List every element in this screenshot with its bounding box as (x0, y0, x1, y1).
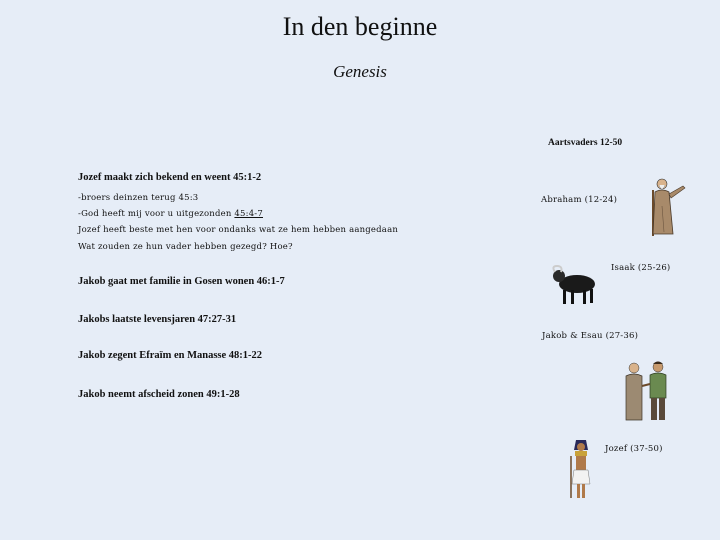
ancestors-label: Aartsvaders 12-50 (548, 138, 623, 148)
two-brothers-icon (620, 358, 674, 424)
robed-man-with-staff-icon (645, 176, 691, 238)
patriarch-label-isaak: Isaak (25-26) (611, 263, 671, 273)
page-subtitle: Genesis (333, 62, 387, 81)
section-heading-4: Jakob zegent Efraïm en Manasse 48:1-22 (78, 350, 263, 361)
detail-line-4: Wat zouden ze hun vader hebben gezegd? Hoe? (78, 242, 293, 252)
section-heading-5: Jakob neemt afscheid zonen 49:1-28 (78, 389, 240, 400)
ram-icon (549, 262, 599, 306)
section-heading-2: Jakob gaat met familie in Gosen wonen 46:1-7 (78, 276, 285, 287)
page-title: In den beginne (282, 12, 438, 41)
detail-line-3: Jozef heeft beste met hen voor ondanks wat ze hem hebben aangedaan (78, 225, 399, 235)
detail-line-2-reference: 45:4-7 (234, 209, 263, 219)
egyptian-figure-icon (566, 438, 596, 500)
section-heading-1: Jozef maakt zich bekend en weent 45:1-2 (78, 172, 262, 183)
section-heading-3: Jakobs laatste levensjaren 47:27-31 (78, 314, 237, 325)
detail-line-1: -broers deinzen terug 45:3 (78, 193, 199, 203)
patriarch-label-jozef: Jozef (37-50) (605, 444, 663, 454)
detail-line-2-text: -God heeft mij voor u uitgezonden (78, 209, 235, 219)
patriarch-label-jakob-esau: Jakob & Esau (27-36) (542, 331, 639, 341)
patriarch-label-abraham: Abraham (12-24) (541, 195, 618, 205)
detail-line-2 (78, 209, 263, 219)
